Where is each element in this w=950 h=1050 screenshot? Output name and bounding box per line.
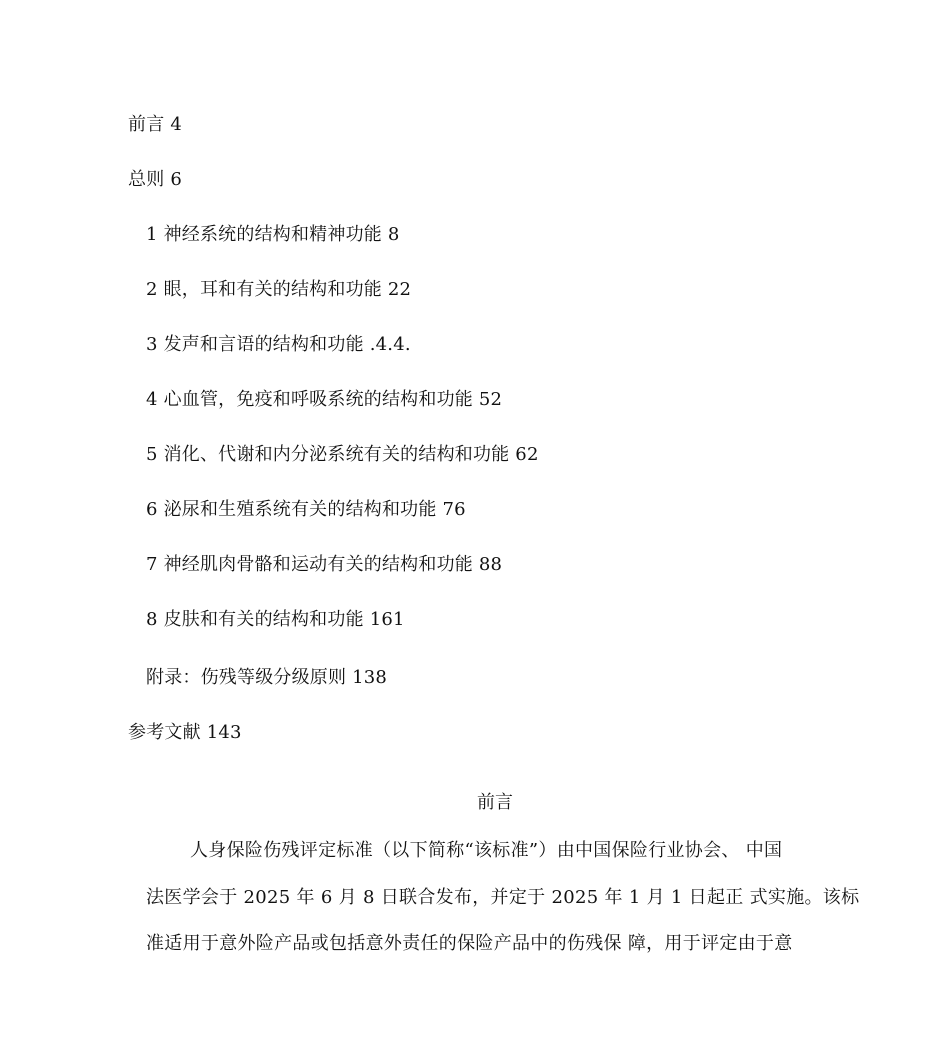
paragraph-line-3: 准适用于意外险产品或包括意外责任的保险产品中的伤残保 障，用于评定由于意	[146, 933, 793, 954]
toc-item-references: 参考文献 143	[128, 722, 242, 743]
toc-item-appendix: 附录：伤残等级分级原则 138	[146, 667, 388, 688]
toc-item-chapter-3: 3 发声和言语的结构和功能 .4.4.	[146, 334, 411, 355]
toc-item-chapter-5: 5 消化、代谢和内分泌系统有关的结构和功能 62	[146, 444, 539, 465]
toc-item-chapter-1: 1 神经系统的结构和精神功能 8	[146, 224, 400, 245]
toc-item-chapter-2: 2 眼，耳和有关的结构和功能 22	[146, 279, 412, 300]
section-heading-preface: 前言	[477, 792, 513, 813]
paragraph-line-2: 法医学会于 2025 年 6 月 8 日联合发布，并定于 2025 年 1 月 1 日起正 式实施。该标	[146, 887, 860, 908]
toc-item-chapter-4: 4 心血管，免疫和呼吸系统的结构和功能 52	[146, 389, 503, 410]
paragraph-line-1: 人身保险伤残评定标准（以下简称“该标准”）由中国保险行业协会、 中国	[190, 840, 783, 861]
toc-item-chapter-7: 7 神经肌肉骨骼和运动有关的结构和功能 88	[146, 554, 503, 575]
toc-item-general: 总则 6	[128, 169, 182, 190]
toc-item-chapter-6: 6 泌尿和生殖系统有关的结构和功能 76	[146, 499, 466, 520]
toc-item-chapter-8: 8 皮肤和有关的结构和功能 161	[146, 609, 405, 630]
toc-item-preface: 前言 4	[128, 114, 182, 135]
